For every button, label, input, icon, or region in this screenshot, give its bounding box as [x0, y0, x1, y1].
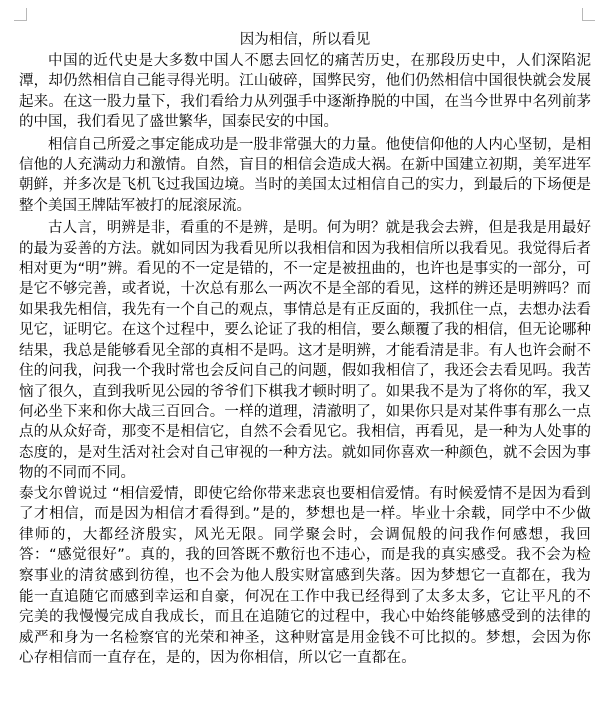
paragraph-discernment: 古人言，明辨是非，看重的不是辨，是明。何为明？就是我会去辨，但是我是用最好的最为妥善的方法。就如同因为我看见所以我相信和因为我相信所以我看见。我觉得后者相对更为“明”辨。看见的不一定是错的，不一定是被扭曲的，也许也是事实的一部分，可是它不够完善，或者说，十次总有那么一两次不是全部的看见，这样的辨还是明辨吗？而如果我先相信，我先有一个自己的观点，事情总是有正反面的，我抓住一点，去想办法看见它，证明它。在这个过程中，要么论证了我的相信，要么颠覆了我的相信，但无论哪种结果，我总是能够看见全部的真相不是吗。这才是明辨，才能看清是非。有人也许会耐不住的问我，问我一个我时常也会反问自己的问题，假如我相信了，我还会去看见吗。我苦恼了很久，直到我听见公园的爷爷们下棋我才顿时明了。如果我不是为了将你的军，我又何必坐下来和你大战三百回合。一样的道理，清澈明了，如果你只是对某件事有那么一点点的从众好奇，那变不是相信它，自然不会看见它。我相信，再看见，是一种为人处事的态度的，是对生活对社会对自己审视的一种方法。就如同你喜欢一种颜色，就不会因为事物的不同而不同。	[19, 220, 591, 482]
paragraph-modern-history: 中国的近代史是大多数中国人不愿去回忆的痛苦历史，在那段历史中，人们深陷泥潭，却仍然相信自己能寻得光明。江山破碎，国弊民穷，他们仍然相信中国很快就会发展起来。在这一股力量下，我们看给力从列强手中逐渐挣脱的中国，在当今世界中名列前茅的中国，我们看见了盛世繁华，国泰民安的中国。	[19, 53, 591, 131]
document-body	[19, 30, 591, 669]
page-margin-corner-mark-right	[582, 8, 595, 21]
document-title: 因为相信，所以看见	[239, 32, 371, 48]
page-margin-corner-mark-left	[14, 8, 27, 21]
paragraph-dream: 泰戈尔曾说过 “相信爱情，即使它给你带来悲哀也要相信爱情。有时候爱情不是因为看到了才相信，而是因为相信才看得到。”是的，梦想也是一样。毕业十余载，同学中不少做律师的，大都经济殷实，风光无限。同学聚会时，会调侃般的问我作何感想，我回答：“感觉很好”。真的，我的回答既不敷衍也不违心，而是我的真实感受。我不会为检察事业的清贫感到彷徨，也不会为他人殷实财富感到失落。因为梦想它一直都在，我为能一直追随它而感到幸运和自豪，何况在工作中我已经得到了太多太多，它让平凡的不完美的我慢慢完成自我成长，而且在追随它的过程中，我心中始终能够感受到的法律的威严和身为一名检察官的光荣和神圣，这种财富是用金钱不可比拟的。梦想，会因为你心存相信而一直存在，是的，因为你相信，所以它一直都在。	[19, 485, 591, 667]
paragraph-power-of-belief: 相信自己所爱之事定能成功是一股非常强大的力量。他使信仰他的人内心坚韧，是相信他的人充满动力和激情。自然，盲目的相信会造成大祸。在新中国建立初期，美军进军朝鲜，并多次是飞机飞过我国边境。当时的美国太过相信自己的实力，到最后的下场便是整个美国王牌陆军被打的屁滚尿流。	[19, 136, 591, 214]
